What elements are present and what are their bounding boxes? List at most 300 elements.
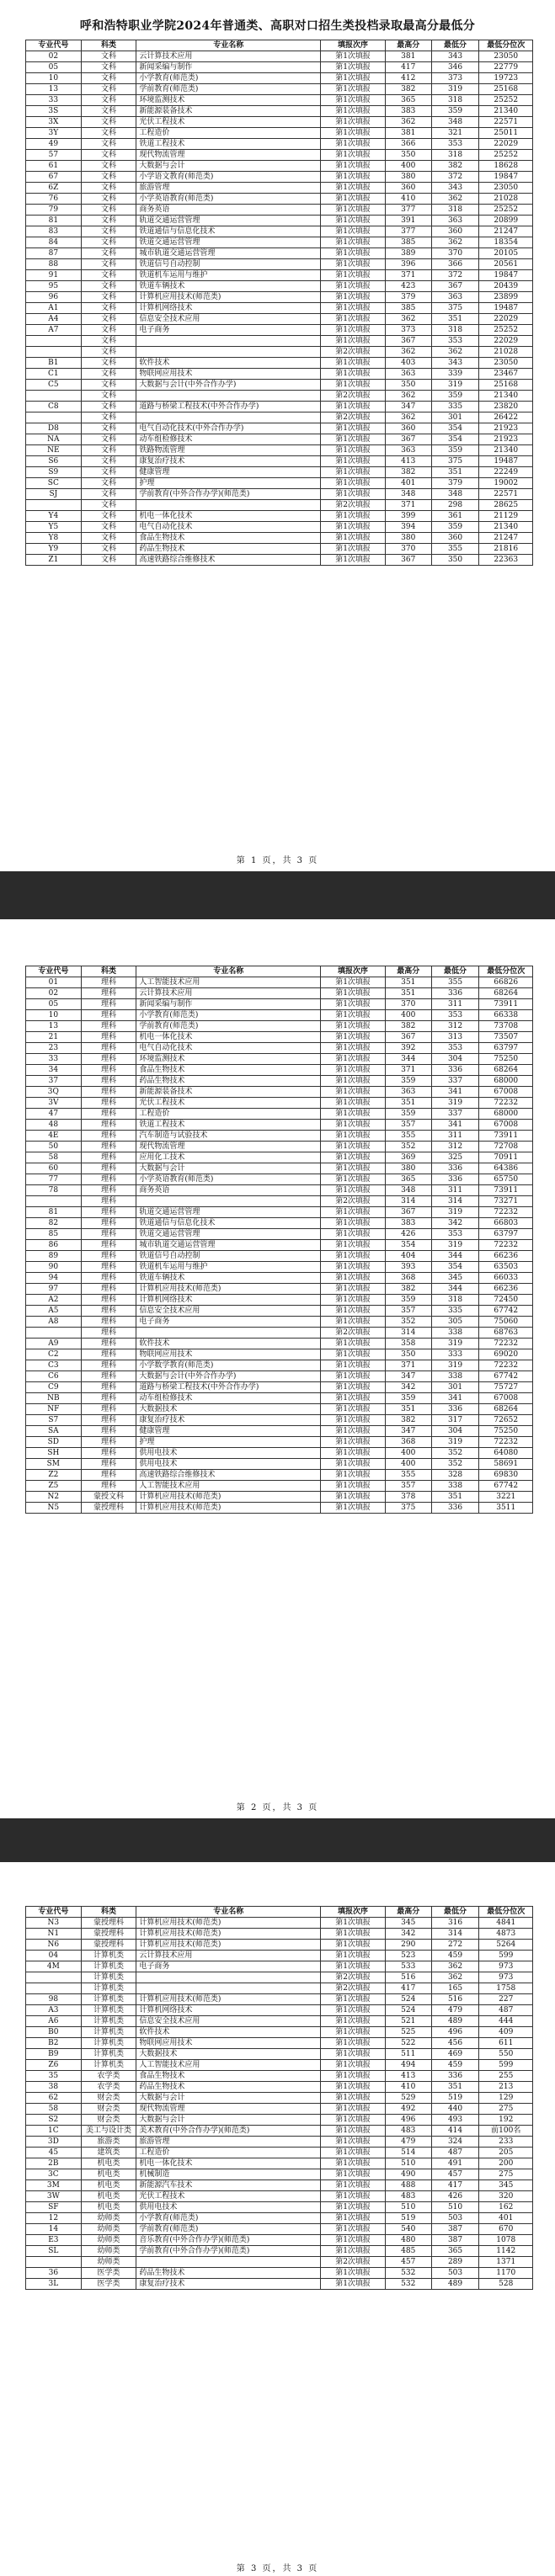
table-row xyxy=(26,1983,533,1994)
table-row xyxy=(26,1415,533,1426)
major-code xyxy=(26,1972,82,1983)
major-name xyxy=(136,1983,321,1994)
min-score: 333 xyxy=(431,1349,479,1360)
major-name: 电气自动化技术(中外合作办学) xyxy=(136,423,321,434)
subject-category: 文科 xyxy=(81,325,136,336)
fill-round: 第1次填报 xyxy=(321,2060,386,2071)
major-code: SM xyxy=(26,1459,82,1470)
min-score-rank: 22249 xyxy=(479,467,533,478)
max-score: 516 xyxy=(385,1972,431,1983)
major-name xyxy=(136,2257,321,2268)
subject-category: 文科 xyxy=(81,511,136,522)
table-row xyxy=(26,2279,533,2290)
max-score: 377 xyxy=(385,226,431,237)
fill-round: 第1次填报 xyxy=(321,325,386,336)
major-name: 大数据与会计(中外合作办学) xyxy=(136,1371,321,1382)
min-score: 459 xyxy=(431,1951,479,1961)
subject-category: 机电类 xyxy=(81,2180,136,2191)
subject-category: 理科 xyxy=(81,1207,136,1218)
major-code: A7 xyxy=(26,325,82,336)
major-code: 38 xyxy=(26,2082,82,2093)
min-score: 319 xyxy=(431,1437,479,1448)
min-score-rank: 23899 xyxy=(479,292,533,303)
major-name: 大数据与会计 xyxy=(136,2115,321,2126)
max-score: 400 xyxy=(385,1010,431,1021)
round-header: 填报次序 xyxy=(321,40,386,51)
major-name: 学前教育(师范类) xyxy=(136,1021,321,1032)
min-score-rank: 73911 xyxy=(479,1131,533,1142)
major-code: 60 xyxy=(26,1163,82,1174)
max-score-header: 最高分 xyxy=(385,40,431,51)
table-row xyxy=(26,2126,533,2137)
min-score: 503 xyxy=(431,2268,479,2279)
subject-category: 理科 xyxy=(81,1120,136,1131)
fill-round: 第1次填报 xyxy=(321,402,386,412)
max-score: 529 xyxy=(385,2093,431,2104)
min-score-rank: 67008 xyxy=(479,1393,533,1404)
major-code: 05 xyxy=(26,999,82,1010)
major-code xyxy=(26,347,82,358)
max-score: 362 xyxy=(385,412,431,423)
min-score-rank: 528 xyxy=(479,2279,533,2290)
max-score: 511 xyxy=(385,2049,431,2060)
min-score-rank: 3511 xyxy=(479,1503,533,1514)
subject-category: 理科 xyxy=(81,1273,136,1284)
major-code: 49 xyxy=(26,139,82,150)
subject-category: 计算机类 xyxy=(81,2060,136,2071)
subject-category: 文科 xyxy=(81,139,136,150)
major-name: 健康管理 xyxy=(136,1426,321,1437)
table-row xyxy=(26,128,533,139)
min-score-rank: 19487 xyxy=(479,303,533,314)
major-name: 计算机应用技术(师范类) xyxy=(136,1492,321,1503)
fill-round: 第1次填报 xyxy=(321,270,386,281)
subject-category: 理科 xyxy=(81,1185,136,1196)
subject-category: 文科 xyxy=(81,183,136,194)
min-score: 457 xyxy=(431,2169,479,2180)
table-row xyxy=(26,1109,533,1120)
fill-round: 第1次填报 xyxy=(321,2224,386,2235)
subject-category: 财会类 xyxy=(81,2115,136,2126)
fill-round: 第1次填报 xyxy=(321,150,386,161)
max-score: 532 xyxy=(385,2268,431,2279)
min-score-rank: 401 xyxy=(479,2213,533,2224)
min-score-rank: 21340 xyxy=(479,522,533,533)
min-score: 336 xyxy=(431,1174,479,1185)
subject-category: 理科 xyxy=(81,1448,136,1459)
table-row xyxy=(26,2202,533,2213)
subject-category: 计算机类 xyxy=(81,1961,136,1972)
major-name: 光伏工程技术 xyxy=(136,1098,321,1109)
table-row xyxy=(26,2213,533,2224)
min-score: 362 xyxy=(431,347,479,358)
major-name: 护理 xyxy=(136,478,321,489)
table-row xyxy=(26,1448,533,1459)
major-name: 汽车制造与试验技术 xyxy=(136,1131,321,1142)
major-name: 音乐教育(中外合作办学)(师范类) xyxy=(136,2235,321,2246)
major-code: A1 xyxy=(26,303,82,314)
subject-category: 理科 xyxy=(81,999,136,1010)
table-row xyxy=(26,1054,533,1065)
table-row xyxy=(26,226,533,237)
max-score: 367 xyxy=(385,336,431,347)
major-code: B1 xyxy=(26,358,82,369)
major-name: 新闻采编与制作 xyxy=(136,62,321,73)
min-score: 336 xyxy=(431,1065,479,1076)
max-score: 378 xyxy=(385,1492,431,1503)
fill-round: 第1次填报 xyxy=(321,1295,386,1306)
min-score: 456 xyxy=(431,2038,479,2049)
major-name: 商务英语 xyxy=(136,1185,321,1196)
subject-category: 农学类 xyxy=(81,2071,136,2082)
major-code: Y8 xyxy=(26,533,82,544)
major-code: 97 xyxy=(26,1284,82,1295)
min-score-header: 最低分 xyxy=(431,40,479,51)
min-score: 311 xyxy=(431,999,479,1010)
max-score: 400 xyxy=(385,1448,431,1459)
min-score-rank: 21816 xyxy=(479,544,533,555)
major-code: 6Z xyxy=(26,183,82,194)
table-row xyxy=(26,2246,533,2257)
table-row xyxy=(26,2038,533,2049)
table-row xyxy=(26,2257,533,2268)
subject-category: 理科 xyxy=(81,1295,136,1306)
table-row xyxy=(26,1273,533,1284)
min-score-rank: 67008 xyxy=(479,1120,533,1131)
subject-category: 文科 xyxy=(81,292,136,303)
subject-category: 文科 xyxy=(81,51,136,62)
max-score: 480 xyxy=(385,2235,431,2246)
table-row xyxy=(26,533,533,544)
major-name: 环境监测技术 xyxy=(136,95,321,106)
max-score: 494 xyxy=(385,2060,431,2071)
min-score: 493 xyxy=(431,2115,479,2126)
min-score: 319 xyxy=(431,1360,479,1371)
max-score: 510 xyxy=(385,2202,431,2213)
subject-category: 文科 xyxy=(81,369,136,380)
major-code: D8 xyxy=(26,423,82,434)
max-score: 479 xyxy=(385,2137,431,2148)
major-name: 铁道工程技术 xyxy=(136,1120,321,1131)
min-score-rank: 72232 xyxy=(479,1240,533,1251)
min-score: 353 xyxy=(431,1229,479,1240)
major-name: 康复治疗技术 xyxy=(136,456,321,467)
min-score: 426 xyxy=(431,2191,479,2202)
max-score: 362 xyxy=(385,117,431,128)
min-score-rank: 66033 xyxy=(479,1273,533,1284)
fill-round: 第1次填报 xyxy=(321,161,386,172)
max-score: 389 xyxy=(385,248,431,259)
subject-category: 文科 xyxy=(81,380,136,391)
min-score: 360 xyxy=(431,226,479,237)
subject-category: 理科 xyxy=(81,988,136,999)
major-name: 旅游管理 xyxy=(136,2137,321,2148)
fill-round: 第1次填报 xyxy=(321,1284,386,1295)
max-score: 417 xyxy=(385,62,431,73)
max-score: 410 xyxy=(385,194,431,205)
major-code: 01 xyxy=(26,977,82,988)
min-score-rank: 75727 xyxy=(479,1382,533,1393)
min-score-rank: 73507 xyxy=(479,1032,533,1043)
table-row xyxy=(26,248,533,259)
min-score-rank: 66803 xyxy=(479,1218,533,1229)
min-score: 359 xyxy=(431,445,479,456)
page-footer: 第 1 页，共 3 页 xyxy=(236,856,319,865)
subject-category: 理科 xyxy=(81,1360,136,1371)
min-score-rank: 19723 xyxy=(479,73,533,84)
min-score: 355 xyxy=(431,544,479,555)
min-score: 305 xyxy=(431,1317,479,1328)
table-row xyxy=(26,1076,533,1087)
max-score: 362 xyxy=(385,314,431,325)
major-header: 专业名称 xyxy=(136,1907,321,1918)
major-code xyxy=(26,1328,82,1339)
min-score: 301 xyxy=(431,1382,479,1393)
major-name: 美术教育(中外合作办学)(师范类) xyxy=(136,2126,321,2137)
major-code xyxy=(26,1196,82,1207)
major-code: S9 xyxy=(26,467,82,478)
major-name: 小学英语教育(师范类) xyxy=(136,1174,321,1185)
major-code: Z5 xyxy=(26,1481,82,1492)
min-score-rank: 213 xyxy=(479,2082,533,2093)
min-score: 503 xyxy=(431,2213,479,2224)
fill-round: 第1次填报 xyxy=(321,1262,386,1273)
table-row xyxy=(26,1918,533,1929)
max-score: 314 xyxy=(385,1328,431,1339)
table-row xyxy=(26,194,533,205)
min-score-rank: 23050 xyxy=(479,358,533,369)
min-score: 363 xyxy=(431,292,479,303)
max-score: 496 xyxy=(385,2115,431,2126)
min-score-rank: 68000 xyxy=(479,1109,533,1120)
max-score: 540 xyxy=(385,2224,431,2235)
major-name: 小学教育(师范类) xyxy=(136,73,321,84)
fill-round: 第1次填报 xyxy=(321,1142,386,1152)
min-score-rank: 18354 xyxy=(479,237,533,248)
min-score: 360 xyxy=(431,533,479,544)
min-score: 311 xyxy=(431,1185,479,1196)
major-name: 供用电技术 xyxy=(136,1448,321,1459)
subject-category: 机电类 xyxy=(81,2158,136,2169)
min-score: 489 xyxy=(431,2016,479,2027)
min-score-rank: 162 xyxy=(479,2202,533,2213)
major-name: 药品生物技术 xyxy=(136,2268,321,2279)
major-name: 电气自动化技术 xyxy=(136,522,321,533)
min-score: 301 xyxy=(431,412,479,423)
major-name: 铁道交通运营管理 xyxy=(136,1229,321,1240)
major-name: 物联网应用技术 xyxy=(136,2038,321,2049)
min-score: 375 xyxy=(431,303,479,314)
major-name: 软件技术 xyxy=(136,2027,321,2038)
min-score-rank: 22029 xyxy=(479,336,533,347)
major-code: S2 xyxy=(26,2115,82,2126)
subject-category: 文科 xyxy=(81,314,136,325)
subject-category: 理科 xyxy=(81,1317,136,1328)
min-score: 362 xyxy=(431,1972,479,1983)
max-score: 417 xyxy=(385,1983,431,1994)
major-code: 14 xyxy=(26,2224,82,2235)
subject-category: 蒙授理科 xyxy=(81,1503,136,1514)
major-name: 人工智能技术应用 xyxy=(136,2060,321,2071)
min-score-rank: 73271 xyxy=(479,1196,533,1207)
major-code: 58 xyxy=(26,2104,82,2115)
min-score-rank: 70911 xyxy=(479,1152,533,1163)
fill-round: 第1次填报 xyxy=(321,1218,386,1229)
major-code: 82 xyxy=(26,1218,82,1229)
major-name: 食品生物技术 xyxy=(136,1065,321,1076)
min-score-rank: 22571 xyxy=(479,489,533,500)
major-code: S7 xyxy=(26,1415,82,1426)
fill-round: 第1次填报 xyxy=(321,194,386,205)
table-row xyxy=(26,1404,533,1415)
major-code: 3S xyxy=(26,106,82,117)
table-row xyxy=(26,1163,533,1174)
fill-round: 第1次填报 xyxy=(321,1470,386,1481)
table-row xyxy=(26,2115,533,2126)
fill-round: 第1次填报 xyxy=(321,2268,386,2279)
min-score: 165 xyxy=(431,1983,479,1994)
major-name: 大数据与会计(中外合作办学) xyxy=(136,380,321,391)
fill-round: 第1次填报 xyxy=(321,369,386,380)
max-score: 394 xyxy=(385,522,431,533)
major-name: 计算机应用技术(师范类) xyxy=(136,1929,321,1940)
min-score: 348 xyxy=(431,117,479,128)
min-score-rank: 255 xyxy=(479,2071,533,2082)
min-score-rank: 19002 xyxy=(479,478,533,489)
subject-category: 文科 xyxy=(81,467,136,478)
fill-round: 第1次填报 xyxy=(321,467,386,478)
table-row xyxy=(26,139,533,150)
major-code: 4M xyxy=(26,1961,82,1972)
min-rank-header: 最低分位次 xyxy=(479,40,533,51)
fill-round: 第1次填报 xyxy=(321,489,386,500)
major-name xyxy=(136,347,321,358)
subject-category: 理科 xyxy=(81,1229,136,1240)
min-score-rank: 73708 xyxy=(479,1021,533,1032)
fill-round: 第1次填报 xyxy=(321,1152,386,1163)
major-name: 铁道工程技术 xyxy=(136,139,321,150)
table-row xyxy=(26,489,533,500)
table-row xyxy=(26,1098,533,1109)
min-score-rank: 66826 xyxy=(479,977,533,988)
table-row xyxy=(26,237,533,248)
major-code: A5 xyxy=(26,1306,82,1317)
subject-category: 文科 xyxy=(81,194,136,205)
major-code: 87 xyxy=(26,248,82,259)
fill-round: 第1次填报 xyxy=(321,977,386,988)
min-score: 353 xyxy=(431,1043,479,1054)
fill-round: 第1次填报 xyxy=(321,1918,386,1929)
fill-round: 第2次填报 xyxy=(321,1328,386,1339)
fill-round: 第1次填报 xyxy=(321,1961,386,1972)
min-score-rank: 21340 xyxy=(479,391,533,402)
major-name: 护理 xyxy=(136,1437,321,1448)
subject-category: 文科 xyxy=(81,412,136,423)
table-row xyxy=(26,117,533,128)
major-code: 3W xyxy=(26,2191,82,2202)
table-row xyxy=(26,205,533,216)
max-score: 350 xyxy=(385,150,431,161)
fill-round: 第1次填报 xyxy=(321,1054,386,1065)
subject-category: 建筑类 xyxy=(81,2148,136,2158)
major-code: 33 xyxy=(26,95,82,106)
fill-round: 第1次填报 xyxy=(321,1251,386,1262)
min-score: 344 xyxy=(431,1251,479,1262)
major-name: 轨道交通运营管理 xyxy=(136,216,321,226)
max-score: 396 xyxy=(385,259,431,270)
fill-round: 第1次填报 xyxy=(321,1109,386,1120)
table-row xyxy=(26,150,533,161)
min-score-rank: 23820 xyxy=(479,402,533,412)
fill-round: 第1次填报 xyxy=(321,1021,386,1032)
min-score: 370 xyxy=(431,248,479,259)
table-row xyxy=(26,456,533,467)
min-score-header: 最低分 xyxy=(431,966,479,977)
major-code: 50 xyxy=(26,1142,82,1152)
max-score: 381 xyxy=(385,128,431,139)
major-code: 34 xyxy=(26,1065,82,1076)
min-score: 459 xyxy=(431,2060,479,2071)
max-score: 426 xyxy=(385,1229,431,1240)
min-score: 318 xyxy=(431,1295,479,1306)
major-code: 61 xyxy=(26,161,82,172)
major-code: 21 xyxy=(26,1032,82,1043)
table-row xyxy=(26,2016,533,2027)
min-score-rank: 72232 xyxy=(479,1339,533,1349)
min-score-rank: 5264 xyxy=(479,1940,533,1951)
min-score-rank: 1371 xyxy=(479,2257,533,2268)
max-score: 359 xyxy=(385,1109,431,1120)
min-score: 338 xyxy=(431,1328,479,1339)
table-row xyxy=(26,988,533,999)
max-score: 381 xyxy=(385,51,431,62)
max-score: 514 xyxy=(385,2148,431,2158)
max-score: 380 xyxy=(385,1163,431,1174)
fill-round: 第1次填报 xyxy=(321,2104,386,2115)
min-score-rank: 25168 xyxy=(479,380,533,391)
max-score: 371 xyxy=(385,500,431,511)
major-name: 机电一体化技术 xyxy=(136,511,321,522)
subject-category: 蒙授理科 xyxy=(81,1940,136,1951)
min-score: 316 xyxy=(431,1918,479,1929)
fill-round: 第1次填报 xyxy=(321,2180,386,2191)
major-name: 大数据与会计 xyxy=(136,2093,321,2104)
max-score: 533 xyxy=(385,1961,431,1972)
table-row xyxy=(26,1306,533,1317)
major-name: 信息安全技术应用 xyxy=(136,1306,321,1317)
fill-round: 第1次填报 xyxy=(321,172,386,183)
major-name: 计算机应用技术(师范类) xyxy=(136,1918,321,1929)
min-score-rank: 192 xyxy=(479,2115,533,2126)
major-code: A9 xyxy=(26,1339,82,1349)
min-score-rank: 75250 xyxy=(479,1054,533,1065)
min-score: 318 xyxy=(431,150,479,161)
major-name: 铁道交通运营管理 xyxy=(136,237,321,248)
major-code: 94 xyxy=(26,1273,82,1284)
subject-category: 理科 xyxy=(81,1196,136,1207)
category-header: 科类 xyxy=(81,1907,136,1918)
min-score: 353 xyxy=(431,336,479,347)
major-code: NA xyxy=(26,434,82,445)
fill-round: 第1次填报 xyxy=(321,2049,386,2060)
min-score-rank: 23467 xyxy=(479,369,533,380)
major-name: 高速铁路综合维修技术 xyxy=(136,555,321,566)
subject-category: 文科 xyxy=(81,391,136,402)
min-score: 363 xyxy=(431,216,479,226)
table-row xyxy=(26,434,533,445)
major-code: 37 xyxy=(26,1076,82,1087)
fill-round: 第1次填报 xyxy=(321,1360,386,1371)
